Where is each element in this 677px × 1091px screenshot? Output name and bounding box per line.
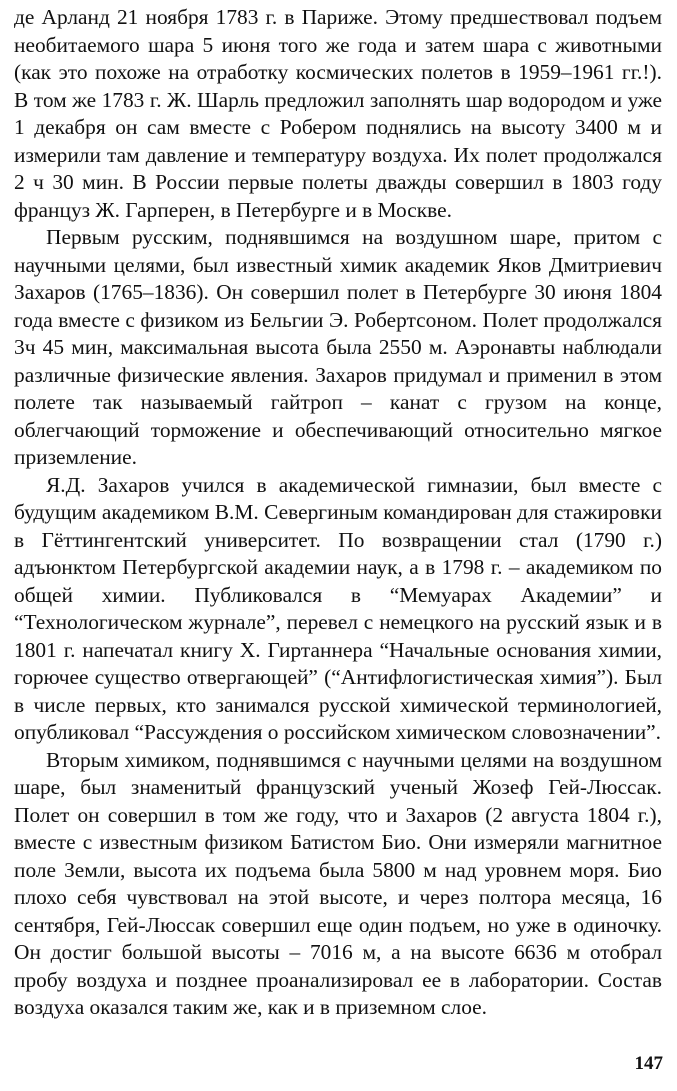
page-body [14, 4, 662, 1022]
paragraph-1: де Арланд 21 ноября 1783 г. в Париже. Этому предшествовал подъем необитаемого шара 5 июня того же года и затем шара с животными (как это похоже на отработку космических полетов в 1959–1961 гг.!). В том же 1783 г. Ж. Шарль предложил заполнять шар водородом и уже 1 декабря он сам вместе с Робером поднялись на высоту 3400 м и измерили там давление и температуру воздуха. Их полет продолжался 2 ч 30 мин. В России первые полеты дважды совершил в 1803 году француз Ж. Гарперен, в Петербурге и в Москве. [14, 5, 662, 222]
paragraph-4: Вторым химиком, поднявшимся с научными целями на воздушном шаре, был знаменитый французский ученый Жозеф Гей-Люссак. Полет он совершил в том же году, что и Захаров (2 августа 1804 г.), вместе с известным физиком Батистом Био. Они измеряли магнитное поле Земли, высота их подъема была 5800 м над уровнем моря. Био плохо себя чувствовал на этой высоте, и через полтора месяца, 16 сентября, Гей-Люссак совершил еще один подъем, но уже в одиночку. Он достиг большой высоты – 7016 м, а на высоте 6636 м отобрал пробу воздуха и позднее проанализировал ее в лаборатории. Состав воздуха оказался таким же, как и в приземном слое. [14, 747, 662, 1019]
paragraph-3: Я.Д. Захаров учился в академической гимназии, был вместе с будущим академиком В.М. Севергиным командирован для стажировки в Гёттингентский университет. По возвращении стал (1790 г.) адъюнктом Петербургской академии наук, а в 1798 г. – академиком по общей химии. Публиковался в “Мемуарах Академии” и “Технологическом журнале”, перевел с немецкого на русский язык и в 1801 г. напечатал книгу Х. Гиртаннера “Начальные основания химии, горючее существо отвергающей” (“Антифлогистическая химия”). Был в числе первых, кто занимался русской химической терминологией, опубликовал “Рассуждения о российском химическом словозначении”. [14, 472, 662, 744]
paragraph-2: Первым русским, поднявшимся на воздушном шаре, притом с научными целями, был известный химик академик Яков Дмитриевич Захаров (1765–1836). Он совершил полет в Петербурге 30 июня 1804 года вместе с физиком из Бельгии Э. Робертсоном. Полет продолжался 3ч 45 мин, максимальная высота была 2550 м. Аэронавты наблюдали различные физические явления. Захаров придумал и применил в этом полете так называемый гайтроп – канат с грузом на конце, облегчающий торможение и обеспечивающий относительно мягкое приземление. [14, 225, 662, 469]
page-number: 147 [634, 1053, 663, 1074]
